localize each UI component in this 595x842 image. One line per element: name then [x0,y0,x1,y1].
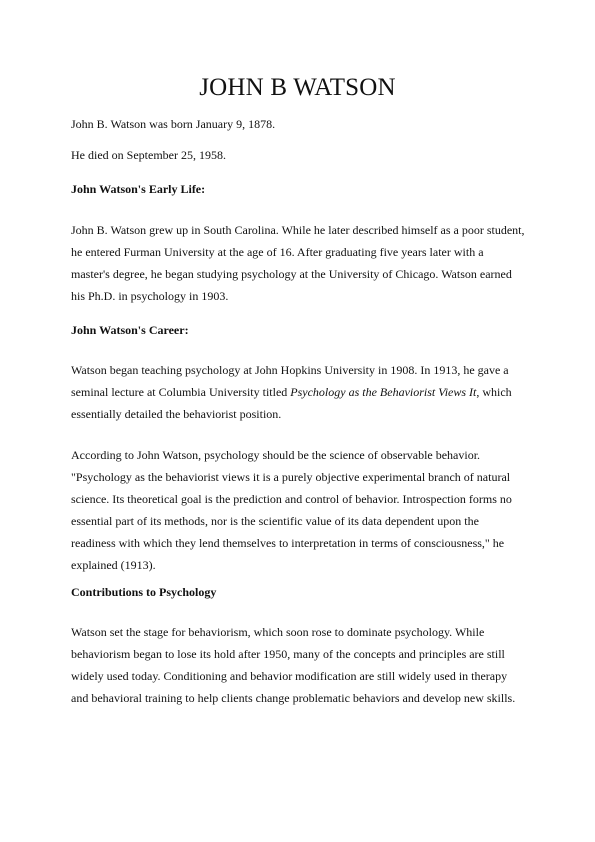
section-heading-career: John Watson's Career: [71,323,189,337]
paragraph-line: his Ph.D. in psychology in 1903. [71,289,229,303]
paragraph-line: explained (1913). [71,558,156,572]
behaviorism-quote-paragraph [71,444,531,576]
paragraph-line: and behavioral training to help clients change problematic behaviors and develop new skills. [71,691,516,705]
contributions-paragraph [71,621,531,709]
paragraph-line: behaviorism began to lose its hold after 1950, many of the concepts and principles are still [71,647,505,661]
line-text: , which [476,385,512,399]
paragraph-line: Watson set the stage for behaviorism, which soon rose to dominate psychology. While [71,625,485,639]
paragraph-line: According to John Watson, psychology should be the science of observable behavior. [71,448,481,462]
paragraph-line: he entered Furman University at the age of 16. After graduating five years later with a [71,245,484,259]
lecture-title: Psychology as the Behaviorist Views It [290,385,477,399]
paragraph-line: Watson began teaching psychology at John Hopkins University in 1908. In 1913, he gave a [71,363,509,377]
paragraph-line: master's degree, he began studying psychology at the University of Chicago. Watson earned [71,267,512,281]
paragraph-line: "Psychology as the behaviorist views it is a purely objective experimental branch of natural [71,470,511,484]
section-heading-early-life: John Watson's Early Life: [71,182,206,196]
section-heading-contributions: Contributions to Psychology [71,585,217,599]
paragraph-line: essentially detailed the behaviorist position. [71,407,282,421]
career-paragraph [71,359,531,425]
page-title: JOHN B WATSON [199,74,396,101]
paragraph-line [71,381,531,403]
line-text: seminal lecture at Columbia University titled [71,385,291,399]
paragraph-line: readiness with which they lend themselves to interpretation in terms of consciousness," he [71,536,505,550]
death-line: He died on September 25, 1958. [71,148,226,162]
paragraph-line: essential part of its methods, nor is the scientific value of its data dependent upon the [71,514,479,528]
paragraph-line: widely used today. Conditioning and behavior modification are still widely used in therapy [71,669,508,683]
paragraph-line: John B. Watson grew up in South Carolina. While he later described himself as a poor student, [71,223,525,237]
paragraph-line: science. Its theoretical goal is the prediction and control of behavior. Introspection forms no [71,492,512,506]
early-life-paragraph [71,219,531,307]
birth-line: John B. Watson was born January 9, 1878. [71,117,276,131]
